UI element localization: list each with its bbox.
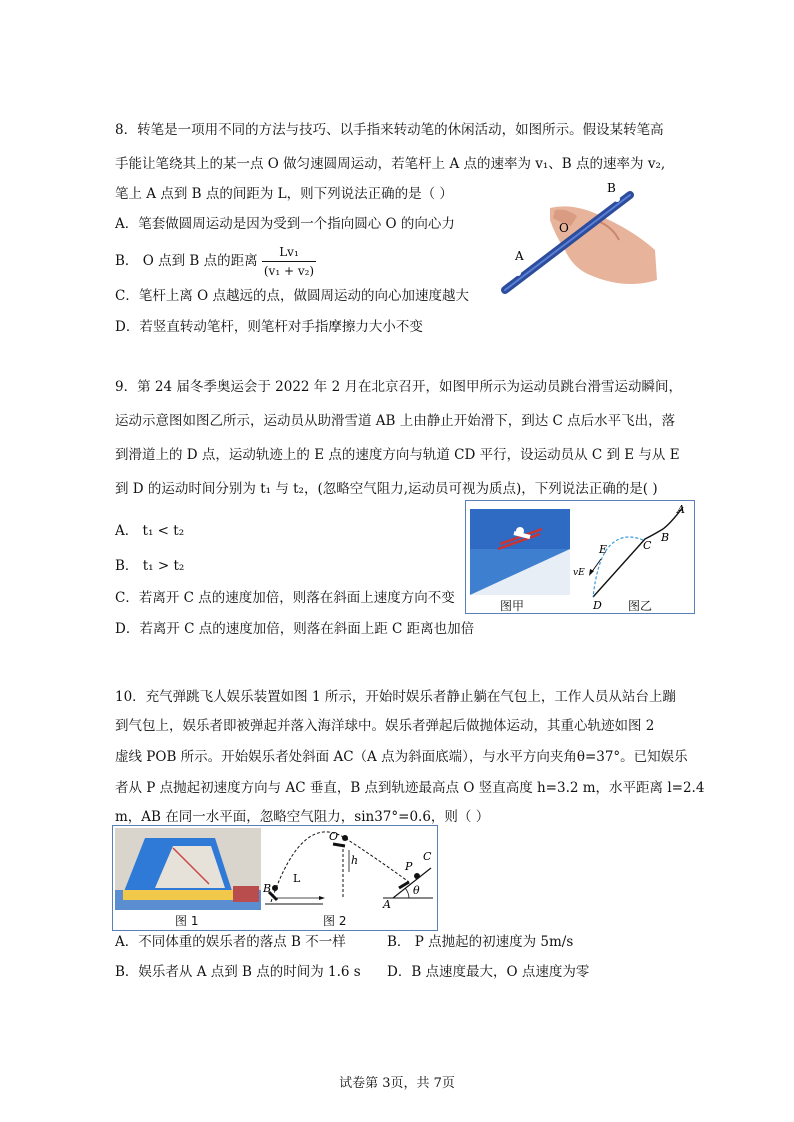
label-ve: vE xyxy=(573,568,585,578)
label-a: A xyxy=(677,503,685,516)
q8-pen-figure xyxy=(495,180,660,295)
pen-label-b: B xyxy=(607,181,616,195)
label-theta: θ xyxy=(413,884,420,897)
pen-label-o: O xyxy=(559,221,569,235)
q10-option-d: D．B 点速度最大，O 点速度为零 xyxy=(387,964,590,980)
q10-caption-2: 图 2 xyxy=(323,914,347,928)
q10-stem-line-1: 10．充气弹跳飞人娱乐装置如图 1 所示，开始时娱乐者静止躺在气包上，工作人员从站台上蹦 xyxy=(115,689,676,705)
q8-fraction-numerator: Lv₁ xyxy=(262,243,316,262)
q10-stem-line-5: m，AB 在同一水平面，忽略空气阻力，sin37°=0.6，则（ ） xyxy=(115,809,490,825)
q8-stem-line-2: 手能让笔绕其上的某一点 O 做匀速圆周运动，若笔杆上 A 点的速率为 v₁、B 点的速率为 v₂, xyxy=(115,156,666,172)
q9-caption-right: 图乙 xyxy=(628,599,653,613)
q10-option-a: A．不同体重的娱乐者的落点 B 不一样 xyxy=(115,934,346,950)
page-footer: 试卷第 3页，共 7页 xyxy=(339,1076,455,1091)
q8-fraction-denominator: (v₁ + v₂) xyxy=(263,264,315,278)
q10-stem-line-2: 到气包上，娱乐者即被弹起并落入海洋球中。娱乐者弹起后做抛体运动，其重心轨迹如图 2 xyxy=(115,718,655,734)
q8-stem-line-3: 笔上 A 点到 B 点的间距为 L，则下列说法正确的是（ ） xyxy=(115,186,453,202)
q8-option-d: D．若竖直转动笔杆，则笔杆对手指摩擦力大小不变 xyxy=(115,319,423,335)
q9-option-a: A． t₁ < t₂ xyxy=(115,523,185,539)
q8-option-a: A．笔套做圆周运动是因为受到一个指向圆心 O 的向心力 xyxy=(115,216,455,232)
label-h: h xyxy=(351,854,359,867)
q8-option-b-text: B． O 点到 B 点的距离 xyxy=(115,253,258,269)
q10-inflatable-photo xyxy=(115,828,261,910)
q9-stem-line-1: 9．第 24 届冬季奥运会于 2022 年 2 月在北京召开，如图甲所示为运动员跳台滑雪运动瞬间， xyxy=(115,379,682,395)
label-o: O xyxy=(329,830,339,843)
q8-option-c: C．笔杆上离 O 点越远的点，做圆周运动的向心加速度越大 xyxy=(115,288,469,304)
label-c: C xyxy=(423,850,432,863)
q9-option-c: C．若离开 C 点的速度加倍，则落在斜面上速度方向不变 xyxy=(115,590,455,606)
label-b: B xyxy=(661,531,670,544)
q8-option-b-fraction xyxy=(262,243,316,280)
q8-option-b xyxy=(115,243,316,280)
q9-stem-line-4: 到 D 的运动时间分别为 t₁ 与 t₂，(忽略空气阻力,运动员可视为质点)，下列说法正确的是( ) xyxy=(115,481,658,497)
parabola-path xyxy=(271,832,409,902)
q9-option-d: D．若离开 C 点的速度加倍，则落在斜面上距 C 距离也加倍 xyxy=(115,621,475,637)
q9-stem-line-3: 到滑道上的 D 点，运动轨迹上的 E 点的速度方向与轨道 CD 平行，设运动员从 C 到 E 与从 E xyxy=(115,447,680,463)
label-l: L xyxy=(293,872,301,885)
q10-option-b: B． P 点抛起的初速度为 5m/s xyxy=(387,934,574,950)
q10-option-c: B．娱乐者从 A 点到 B 点的时间为 1.6 s xyxy=(115,964,361,980)
label-a: A xyxy=(383,898,391,911)
label-b: B xyxy=(263,882,272,895)
q9-caption-left: 图甲 xyxy=(500,599,525,613)
label-d: D xyxy=(593,599,602,611)
q10-stem-line-4: 者从 P 点抛起初速度方向与 AC 垂直，B 点到轨迹最高点 O 竖直高度 h=3.2 m，水平距离 l=2.4 xyxy=(115,780,705,796)
pen-label-a: A xyxy=(515,249,524,263)
q9-stem-line-2: 运动示意图如图乙所示，运动员从助滑雪道 AB 上由静止开始滑下，到达 C 点后水平飞出，落 xyxy=(115,413,676,429)
label-e: E xyxy=(599,543,608,556)
q8-stem-line-1: 8．转笔是一项用不同的方法与技巧、以手指来转动笔的休闲活动，如图所示。假设某转笔高 xyxy=(115,122,664,138)
q9-figure-frame xyxy=(465,500,695,614)
q9-trajectory-diagram xyxy=(571,501,693,611)
q10-caption-1: 图 1 xyxy=(175,914,199,928)
q9-option-b: B． t₁ > t₂ xyxy=(115,558,185,574)
label-p: P xyxy=(405,860,413,873)
q10-stem-line-3: 虚线 POB 所示。开始娱乐者处斜面 AC（A 点为斜面底端），与水平方向夹角θ=37°。已知娱乐 xyxy=(115,749,688,765)
q9-ski-photo xyxy=(470,509,570,595)
q10-trajectory-diagram xyxy=(263,826,435,928)
label-c: C xyxy=(643,539,652,552)
q10-figure-frame xyxy=(112,825,438,931)
